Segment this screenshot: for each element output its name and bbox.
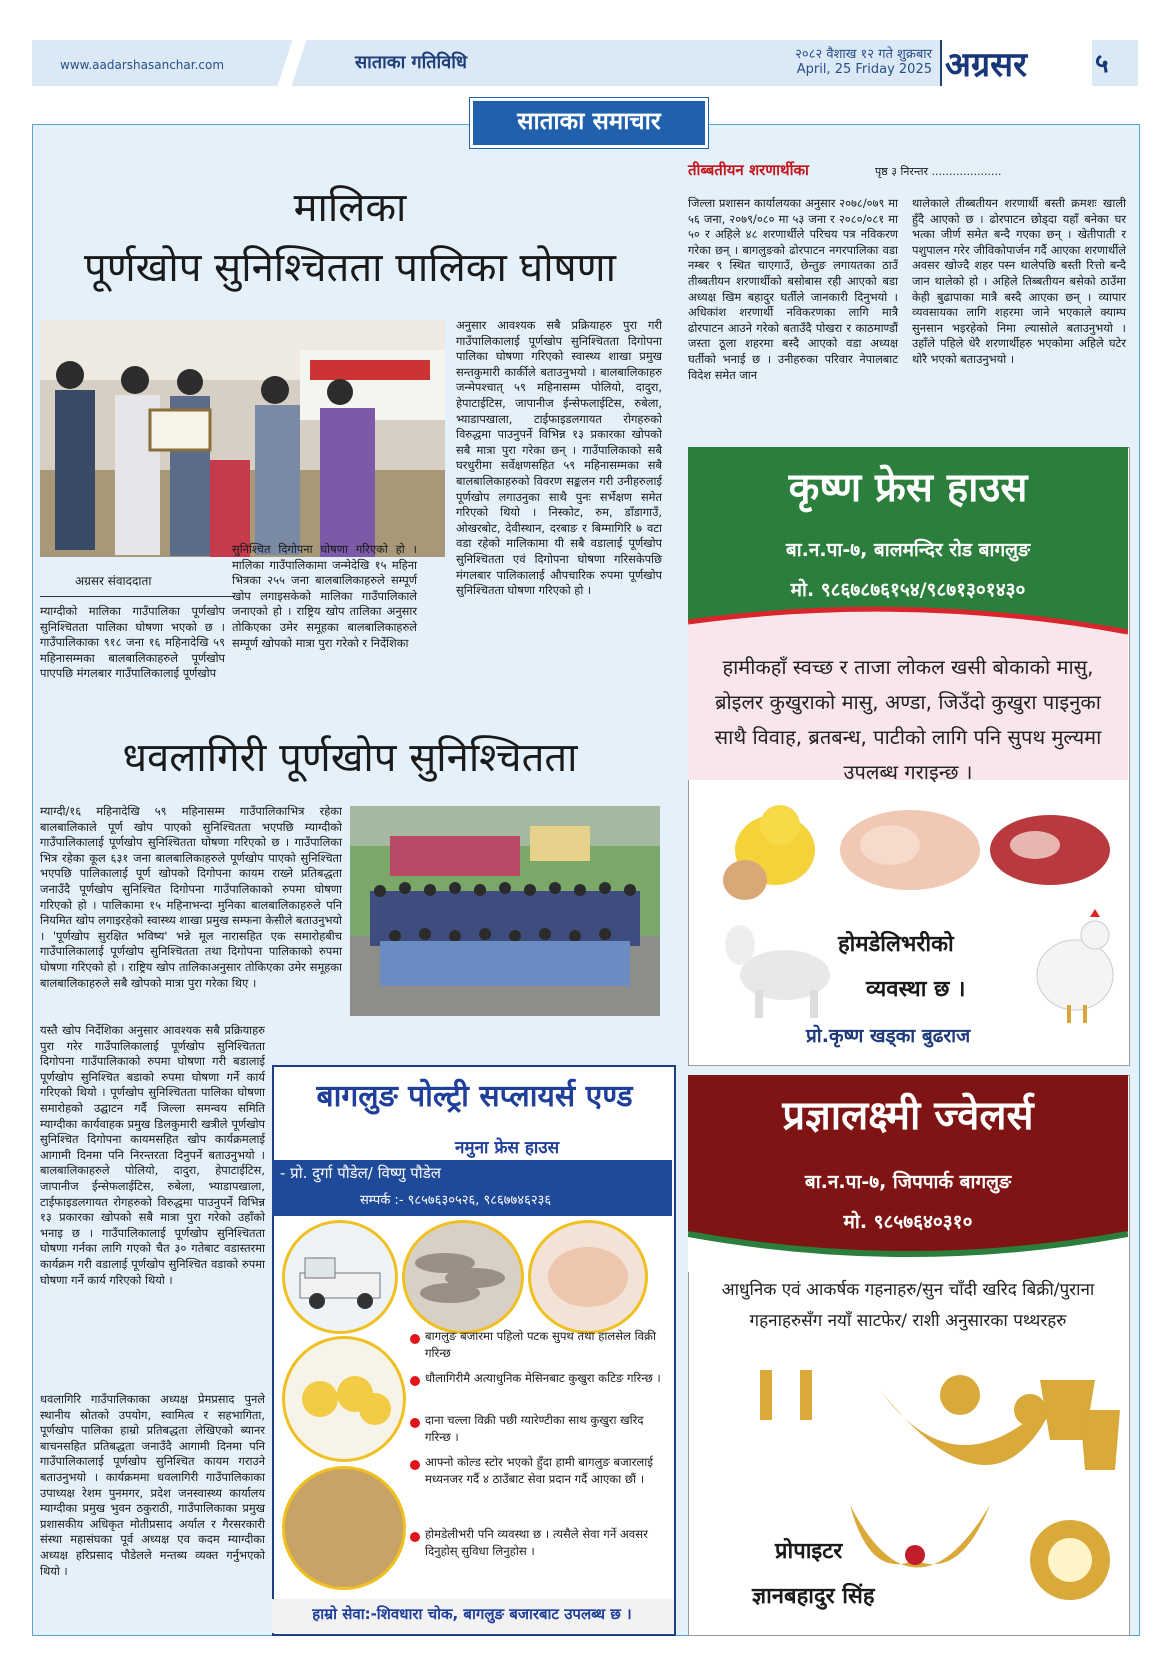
feed-image (282, 1466, 406, 1590)
bullet-dot (410, 1532, 420, 1542)
article1-column3: अनुसार आवश्यक सबै प्रक्रियाहरु पुरा गरी गाउँपालिकालाई पूर्णखोप सुनिश्चितता दिगोपना पालिका घोषणा गरिएको स्वास्थ्य शाखा प्रमुख सन्तकुमारी कार्कीले बताउनुभयो । बालबालिकाहरु जन्मेपश्चात् ५९ महिनासम्म पोलियो, दादुरा, हेपाटाईटिस, जापानीज ईन्सेफलाईटिस, रुबेला, भ्याडापखाला, टाईफाइडलगायत रोगहरुको विरुद्धमा पाउनुपर्ने विभिन्न १३ प्रकारका खोपको सबै मात्रा पुरा गरेका छन् । गाउँपालिकाको सबै घरधुरीमा सर्वेक्षणसहित ५९ महिनासम्मका सबै बालबालिकाहरुको विवरण सङ्कलन गरी उनीहरुलाई पूर्णखोप लगाउनुका साथै पुनः सर्भेक्षण समेत गरिएको थियो । निस्कोट, रुम, डाँडागाउँ, ओखरबोट, देवीस्थान, दरबाङ र बिम्मागिरि ७ वटा वडा रहेको मालिकामा यी सबै वडालाई पूर्णखोप सुनिश्चितता एवं दिगोपना घोषणा गरिसकेपछि मंगलबार पालिकालाई औपचारिक रुपमा पूर्णखोप सुनिश्चितता घोषणा गरिएको हो । (456, 318, 662, 598)
article1-photo (40, 320, 445, 557)
krishna-name: कृष्ण फ्रेस हाउस (788, 464, 1028, 511)
bullet-dot (410, 1376, 420, 1386)
baglung-contact: सम्पर्क :- ९८५७६३०५२६, ९८६७७४६२३६ (360, 1193, 552, 1208)
pickup-truck-image (282, 1220, 398, 1334)
bullet-dot (410, 1460, 420, 1470)
krishna-phone: मो. ९८६७८७६१५४/९८७१३०१४३० (790, 579, 1026, 601)
chicks-image (282, 1336, 406, 1462)
hen-image (1025, 905, 1125, 1025)
krishna-description: हामीकहाँ स्वच्छ र ताजा लोकल खसी बोकाको मासु, ब्रोइलर कुखुराको मासु, अण्डा, जिउँदो कुखुरा पाइनुका साथै विवाह, ब्रतबन्ध, पाटीको लागि पनि सुपथ मुल्यमा उपलब्ध गराइन्छ । (714, 655, 1102, 784)
krishna-address: बा.न.पा-७, बालमन्दिर रोड बागलुङ (785, 539, 1031, 561)
chicken-meat-image (528, 1220, 648, 1334)
brand-name: अग्रसर (945, 45, 1028, 85)
article2-text-mid: यस्तै खोप निर्देशिका अनुसार आवश्यक सबै प्रक्रियाहरु पुरा गरेर गाउँपालिकालाई पूर्णखोप सुनिश्चितता दिगोपना गाउँपालिकाको रुपमा घोषणा गरी बडालाई पूर्णखोप सुनिश्चित बडाको रुपमा घोषणा गर्ने कार्य गरिएको थियो । पूर्णखोप सुनिश्चितता पालिका घोषणा समारोहको उद्घाटन गर्दै जिल्ला समन्वय समिति म्याग्दीका कार्यवाहक प्रमुख डिलकुमारी खत्रीले पूर्णखोप सुनिश्चित दिगोपना कायमसहित खोप कार्यक्रमलाई आगामी दिनमा पनि निरन्तरता दिनुपर्ने बताउनुभयो । बालबालिकाहरुले पोलियो, दादुरा, हेपाटाईटिस, जापानीज ईन्सेफलाईटिस, रुबेला, भ्याडापखाला, टाईफाइडलगायत रोगहरुको विरुद्धमा पाउनुपर्ने विभिन्न १३ प्रकारका खोपको सबै मात्रा पुरा गरेको उहाँको भनाइ छ । गाउँपालिकालाई पूर्णखोप सुनिश्चितता घोषणा गर्नका लागि गएको चैत ३० गतेबाट वडास्तरमा कार्यक्रम गरी वडालाई पूर्णखोप सुनिश्चित वडाको रुपमा घोषणा गर्ने कार्य गरिएको थियो । (40, 1023, 265, 1287)
tibet-heading: तीब्बतीयन शरणार्थीका (688, 161, 809, 179)
tibet-column1: जिल्ला प्रशासन कार्यालयका अनुसार २०७८/०७९ मा ५६ जना, २०७९/०८० मा ५३ जना र २०८०/०८१ मा ५० र अहिले ४८ शरणार्थीले परिचय पत्र नविकरण गरेका छन् । बागलुङको ढोरपाटन नगरपालिका वडा नम्बर ९ स्थित चाएगाउँ, छेन्तुङ लगायतका ठाउँ तीब्बतीयन शरणार्थीको बसोबास रही आएको बडा अध्यक्ष खिम बहादुर घर्तीले जानकारी दिनुभयो । अधिकांश शरणार्थी नविकरणका लागि मात्रै ढोरपाटन आउने गरेको बताउँदै पोखरा र काठमाण्डौं जस्ता ठूला शहरमा बस्दै आएको वडा अध्यक्ष घर्तीको भनाई छ । उनीहरुका परिवार नेपालबाट विदेश समेत जान (688, 196, 898, 382)
pragya-proprietor-label: प्रोपाइटर (775, 1539, 843, 1564)
baglung-bullet-5: होमडेलीभरी पनि व्यवस्था छ । त्यसैले सेवा गर्ने अवसर दिनुहोस् सुविधा लिनुहोस । (425, 1527, 648, 1558)
baglung-bullet-4: आफ्नो कोल्ड स्टोर भएको हुँदा हामी बागलुङ बजारलाई मध्यनजर गर्दै ४ ठाउँबाट सेवा प्रदान गर्दै आएका छौं । (425, 1455, 653, 1486)
site-url: www.aadarshasanchar.com (60, 58, 225, 72)
date-nepali: २०८२ वैशाख १२ गते शुक्रबार (795, 47, 932, 62)
article1-column2: सुनिश्चित दिगोपना घोषणा गरिएको हो । मालिका गाउँपालिकामा जन्मेदेखि १५ महिना भित्रका २५५ जना बालबालिकाहरुले सम्पूर्ण खोप लगाइसकेको मालिका गाउँपालिकाले जनाएको हो । राष्ट्रिय खोप तालिका अनुसार तोकिएका उमेर समूहका बालबालिकाहरुले सम्पूर्ण खोपको मात्रा पुरा गरेको र निर्देशिका (232, 542, 417, 650)
baglung-subname: नमुना फ्रेस हाउस (455, 1138, 560, 1158)
weekly-news-tab-label: साताका समाचार (517, 107, 661, 135)
article2-text-top: म्याग्दी/१६ महिनादेखि ५९ महिनासम्म गाउँपालिकाभित्र रहेका बालबालिकाले पूर्ण खोप पाएको सुनिश्चितता भएपछि म्याग्दीको गाउँपालिकालाई पूर्णखोप सुनिश्चितता घोषणा गरिएको छ । गाउँपालिका भित्र रहेका कूल ६३१ जना बालबालिकाहरुले पूर्णखोप पाएको सुनिश्चिता भएपछि पालिकालाई पूर्ण खोपको दिगोपना कायम राख्ने प्रतिबद्धता जनाउँदै पूर्णखोप सुनिश्चित दिगोपना गाउँपालिकाको रुपमा घोषणा गरिएको हो । पालिकामा १५ महिनाभन्दा मुनिका बालबालिकाहरुले पनि नियमित खोप लगाइरहेको स्वास्थ्य शाखा प्रमुख सम्फना केसीले बताउनुभयो । 'पूर्णखोप सुरक्षित भविष्य' भन्ने मूल नारासहित एक समारोहबीच गाउँपालिकालाई पूर्णखोप सुनिश्चितता तथा दिगोपना पालिकाको रुपमा घोषणा गरिएको हो । राष्ट्रिय खोप तालिकाअनुसार तोकिएका उमेर समूहका बालबालिकाहरुले सबै खोपको मात्रा पुरा गरेका थिए । (40, 804, 343, 990)
tibet-column2: थालेकाले तीब्बतीयन शरणार्थी बस्ती क्रमशः खाली हुँदै आएको छ । ढोरपाटन छोड्दा यहाँ बनेका घर भत्का जीर्ण समेत बन्दै गएका छन् । खेतीपाती र पशुपालन गरेर जीविकोपार्जन गर्दै आएका शरणार्थीले अवसर खोज्दै शहर पस्न थालेपछि बस्ती रित्तो बन्दै जान थालेको हो । अहिले तिब्बतीयन बसेको ठाउँमा केही बुढापाका मात्रै बस्दै आएका छन् । व्यापार व्यवसायका लागि शहरमा जाने भएकाले क्याम्प सुनसान भइरहेको निमा ल्यासोले बताउनुभयो । उहाँले पहिले धेरै शरणार्थीहरु भएकोमा अहिले घटेर थोरै भएको बताउनुभयो । (912, 196, 1126, 366)
krishna-delivery-line1: होमडेलिभरीको (838, 932, 954, 957)
baglung-bullet-1: बागलुङ बजारमा पहिलो पटक सुपथ तथा हालसेल विक्री गरिन्छ (425, 1329, 656, 1360)
baglung-footer: हाम्रो सेवा:-शिवधारा चोक, बागलुङ बजारबाट उपलब्ध छ । (312, 1605, 632, 1623)
krishna-meat-images (700, 790, 1120, 905)
article2-text-bottom: धवलागिरि गाउँपालिकाका अध्यक्ष प्रेमप्रसाद पुनले स्थानीय स्रोतको उपयोग, स्वामित्व र सहभागिता, पूर्णखोप पालिका हाम्रो प्रतिबद्धता लेखिएको ब्यानर बाचनसहित प्रतिबद्धता जनाउँदै आगामी दिनमा पनि गाउँपालिकालाई पूर्णखोप सुनिश्चित कायम गराउने बताउनुभयो । कार्यक्रममा धवलागिरी गाउँपालिकाका उपाध्यक्ष रेशम पुनमगर, प्रदेश जनस्वास्थ्य कार्यालय म्याग्दीका प्रमुख भुवन ठकुराठी, गाउँपालिकाका प्रमुख प्रशासकीय अधिकृत मोतीप्रसाद अर्याल र गैरसरकारी संस्था महासंघका पूर्व अध्यक्ष एव कदम म्याग्दीका अध्यक्ष हरिप्रसाद पौडेलले मन्तब्य व्यक्त गर्नुभएको थियो । (40, 1392, 265, 1578)
article1-column1: म्याग्दीको मालिका गाउँपालिका पूर्णखोप सुनिश्चितता पालिका घोषणा भएको छ । गाउँपालिकाका ९१८ जना १६ महिनादेखि ५९ महिनासम्मका बालबालिकाहरुले पूर्णखोप पाएपछि मंगलबार गाउँपालिकालाई पूर्णखोप (40, 604, 225, 681)
goat-image (715, 905, 835, 1020)
baglung-proprietors: - प्रो. दुर्गा पौडेल/ विष्णु पौडेल (280, 1164, 441, 1182)
bullet-dot (410, 1334, 420, 1344)
fish-image (402, 1220, 524, 1334)
bullet-dot (410, 1418, 420, 1428)
article2-title: धवलागिरी पूर्णखोप सुनिश्चितता (122, 735, 578, 781)
pragya-phone: मो. ९८५७६४०३१० (843, 1211, 973, 1233)
pragya-name: प्रज्ञालक्ष्मी ज्वेलर्स (782, 1092, 1034, 1139)
baglung-bullet-2: धौलागिरीमै अत्याधुनिक मेसिनबाट कुखुरा कटिङ गरिन्छ । (425, 1371, 661, 1385)
date-english: April, 25 Friday 2025 (796, 62, 932, 77)
pragya-description: आधुनिक एवं आकर्षक गहनाहरु/सुन चाँदी खरिद बिक्री/पुराना गहनाहरुसँग नयाँ साटफेर/ राशी अनुसारका पथ्थरहरु (721, 1280, 1095, 1331)
section-name: साताका गतिविधि (355, 52, 467, 73)
krishna-delivery-line2: व्यवस्था छ । (866, 977, 966, 1002)
page-number: ५ (1095, 49, 1109, 79)
article2-photo (350, 806, 660, 1016)
pragya-proprietor-name: ज्ञानबहादुर सिंह (752, 1584, 875, 1609)
baglung-name: बागलुङ पोल्ट्री सप्लायर्स एण्ड (316, 1079, 633, 1114)
pragya-address: बा.न.पा-७, जिपपार्क बागलुङ (804, 1171, 1012, 1193)
article1-title-line2: पूर्णखोप सुनिश्चितता पालिका घोषणा (84, 245, 616, 291)
credit-rule (40, 596, 235, 597)
article1-title-line1: मालिका (293, 185, 407, 231)
article1-credit: अग्रसर संवाददाता (75, 574, 152, 588)
krishna-proprietor: प्रो.कृष्ण खड्का बुढराज (806, 1025, 971, 1047)
baglung-bullet-3: दाना चल्ला विक्री पछी ग्यारेण्टीका साथ कुखुरा खरिद गरिन्छ । (425, 1413, 644, 1444)
tibet-continued: पृष्ठ ३ निरन्तर .................... (875, 165, 1002, 178)
